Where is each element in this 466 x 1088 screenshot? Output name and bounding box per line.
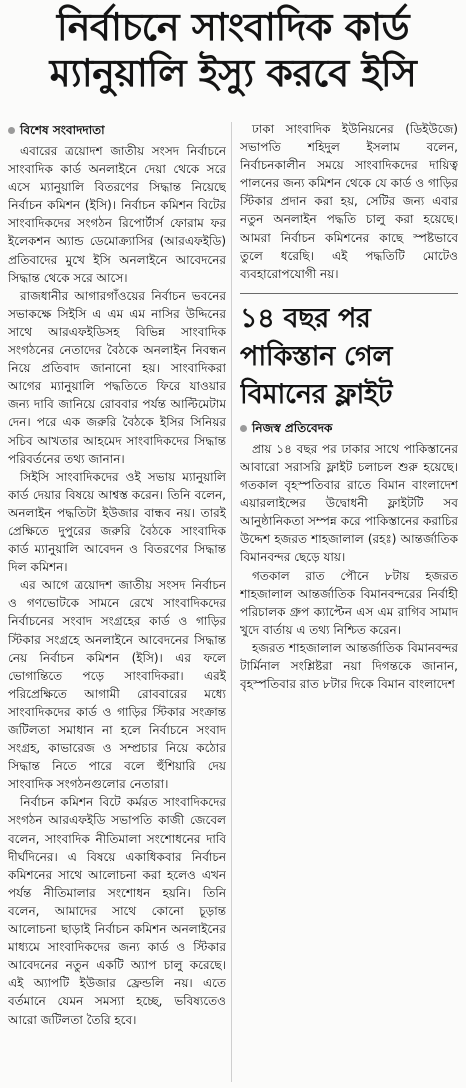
- left-column: [8, 120, 226, 1088]
- right-column: [240, 120, 458, 1088]
- second-byline: [240, 418, 458, 438]
- main-paragraph: নির্বাচন কমিশন বিটে কর্মরত সাংবাদিকদের সংগঠন আরএফইডি সভাপতি কাজী জেবেল বলেন, সাংবাদিক নীতিমালা সংশোধনের দাবি দীর্ঘদিনের। এ বিষয়ে একাধিকবার নির্বাচন কমিশনের সাথে আলোচনা করা হলেও এখন পর্যন্ত নীতিমালার সংশোধন হয়নি। তিনি বলেন, আমাদের সাথে কোনো চূড়ান্ত আলোচনা ছাড়াই নির্বাচন কমিশন অনলাইনের মাধ্যমে সাংবাদিকদের জন্য কার্ড ও স্টিকার আবেদনের নতুন একটি অ্যাপ চালু করেছে। এই অ্যাপটি ইউজার ফ্রেন্ডলি নয়। এতে বর্তমানে যেমন সমস্যা হচ্ছে, ভবিষ্যতেও আরো জটিলতা তৈরি হবে।: [8, 795, 226, 1027]
- column-divider: [231, 122, 232, 1082]
- main-byline: [8, 120, 226, 140]
- second-paragraph: প্রায় ১৪ বছর পর ঢাকার সাথে পাকিস্তানের আবারো সরাসরি ফ্লাইট চলাচল শুরু হয়েছে। গতকাল বৃহস্পতিবার রাতে বিমান বাংলাদেশ এয়ারলাইন্সের উদ্বোধনী ফ্লাইটটি সব আনুষ্ঠানিকতা সম্পন্ন করে পাকিস্তানের করাচির উদ্দেশ হজরত শাহজালাল (রহঃ) আন্তর্জাতিক বিমানবন্দর ছেড়ে যায়।: [240, 441, 458, 565]
- second-byline-text: নিজস্ব প্রতিবেদক: [252, 420, 333, 435]
- main-headline-line-2: ম্যানুয়ালি ইস্যু করবে ইসি: [49, 51, 417, 95]
- main-paragraph: এর আগে ত্রয়োদশ জাতীয় সংসদ নির্বাচন ও গণভোটকে সামনে রেখে সাংবাদিকদের নির্বাচনের সংবাদ সংগ্রহের কার্ড ও গাড়ির স্টিকার সংগ্রহে অনলাইনে আবেদনের সিদ্ধান্ত নেয় নির্বাচন কমিশন (ইসি)। এর ফলে ভোগান্তিতে পড়ে সাংবাদিকরা। এরই পরিপ্রেক্ষিতে আগামী রোববারের মধ্যে সাংবাদিকদের কার্ড ও গাড়ির স্টিকার সংক্রান্ত জটিলতা সমাধান না হলে নির্বাচনে সংবাদ সংগ্রহ, কাভারেজ ও সম্প্রচার নিয়ে কঠোর সিদ্ধান্ত নিতে পারে বলে হুঁশিয়ারি দেয় সাংবাদিক সংগঠনগুলোর নেতারা।: [8, 578, 226, 792]
- second-paragraph: গতকাল রাত পৌনে ৮টায় হজরত শাহজালাল আন্তর্জাতিক বিমানবন্দরের নির্বাহী পরিচালক গ্রুপ ক্যাপ্টেন এস এম রাগিব সামাদ খুদে বার্তায় এ তথ্য নিশ্চিত করেন।: [240, 568, 458, 637]
- bullet-dot-icon: [8, 127, 15, 134]
- main-paragraph: রাজধানীর আগারগাঁওয়ের নির্বাচন ভবনের সভাকক্ষে সিইসি এ এম এম নাসির উদ্দিনের সাথে আরএফইডিসহ বিভিন্ন সাংবাদিক সংগঠনের নেতাদের বৈঠকে অনলাইন নিবন্ধন নিয়ে প্রতিবাদ জানানো হয়। সাংবাদিকরা আগের ম্যানুয়ালি পদ্ধতিতে ফিরে যাওয়ার জন্য দাবি জানিয়ে রোববার পর্যন্ত আল্টিমেটাম দেন। পরে এক জরুরি বৈঠকে ইসির সিনিয়র সচিব আখতার আহমেদ সাংবাদিকদের সিদ্ধান্ত পরিবর্তনের তথ্য জানান।: [8, 288, 226, 466]
- bullet-dot-icon: [240, 425, 247, 432]
- main-headline: [0, 4, 466, 96]
- main-paragraph: ঢাকা সাংবাদিক ইউনিয়নের (ডিইউজে) সভাপতি শহিদুল ইসলাম বলেন, নির্বাচনকালীন সময়ে সাংবাদিকদের দায়িত্ব পালনের জন্য কমিশন থেকে যে কার্ড ও গাড়ির স্টিকার প্রদান করা হয়, সেটির জন্য এবার নতুন অনলাইন পদ্ধতি চালু করা হয়েছে। আমরা নির্বাচন কমিশনের কাছে স্পষ্টভাবে তুলে ধরেছি। এই পদ্ধতিটি মোটেও ব্যবহারোপযোগী নয়।: [240, 122, 458, 281]
- second-paragraph: হজরত শাহজালাল আন্তর্জাতিক বিমানবন্দর টার্মিনাল সংশ্লিষ্টরা নয়া দিগন্তকে জানান, বৃহস্পতিবার রাত ৮টার দিকে বিমান বাংলাদেশ: [240, 640, 458, 692]
- article-separator: [240, 293, 458, 294]
- main-headline-line-1: নির্বাচনে সাংবাদিক কার্ড: [56, 5, 410, 49]
- main-paragraph: সিইসি সাংবাদিকদের ওই সভায় ম্যানুয়ালি কার্ড দেয়ার বিষয়ে আশ্বস্ত করেন। তিনি বলেন, অনলাইন পদ্ধতিটা ইউজার বান্ধব নয়। তারই প্রেক্ষিতে দুপুরের জরুরি বৈঠকে সাংবাদিক কার্ড ম্যানুয়ালি আবেদন ও বিতরণের সিদ্ধান্ত দিল কমিশন।: [8, 469, 226, 575]
- main-byline-text: বিশেষ সংবাদদাতা: [20, 123, 105, 137]
- main-paragraph: এবারের ত্রয়োদশ জাতীয় সংসদ নির্বাচনে সাংবাদিক কার্ড অনলাইনে দেয়া থেকে সরে এসে ম্যানুয়ালি বিতরণের সিদ্ধান্ত নিয়েছে নির্বাচন কমিশন (ইসি)। নির্বাচন কমিশন বিটের সাংবাদিকদের সংগঠন রিপোর্টার্স ফোরাম ফর ইলেকশন অ্যান্ড ডেমোক্র্যাসির (আরএফইডি) প্রতিবাদের মুখে ইসি অনলাইনে আবেদনের সিদ্ধান্ত থেকে সরে আসে।: [8, 144, 226, 285]
- second-headline: ১৪ বছর পর পাকিস্তান গেল বিমানের ফ্লাইট: [240, 302, 393, 410]
